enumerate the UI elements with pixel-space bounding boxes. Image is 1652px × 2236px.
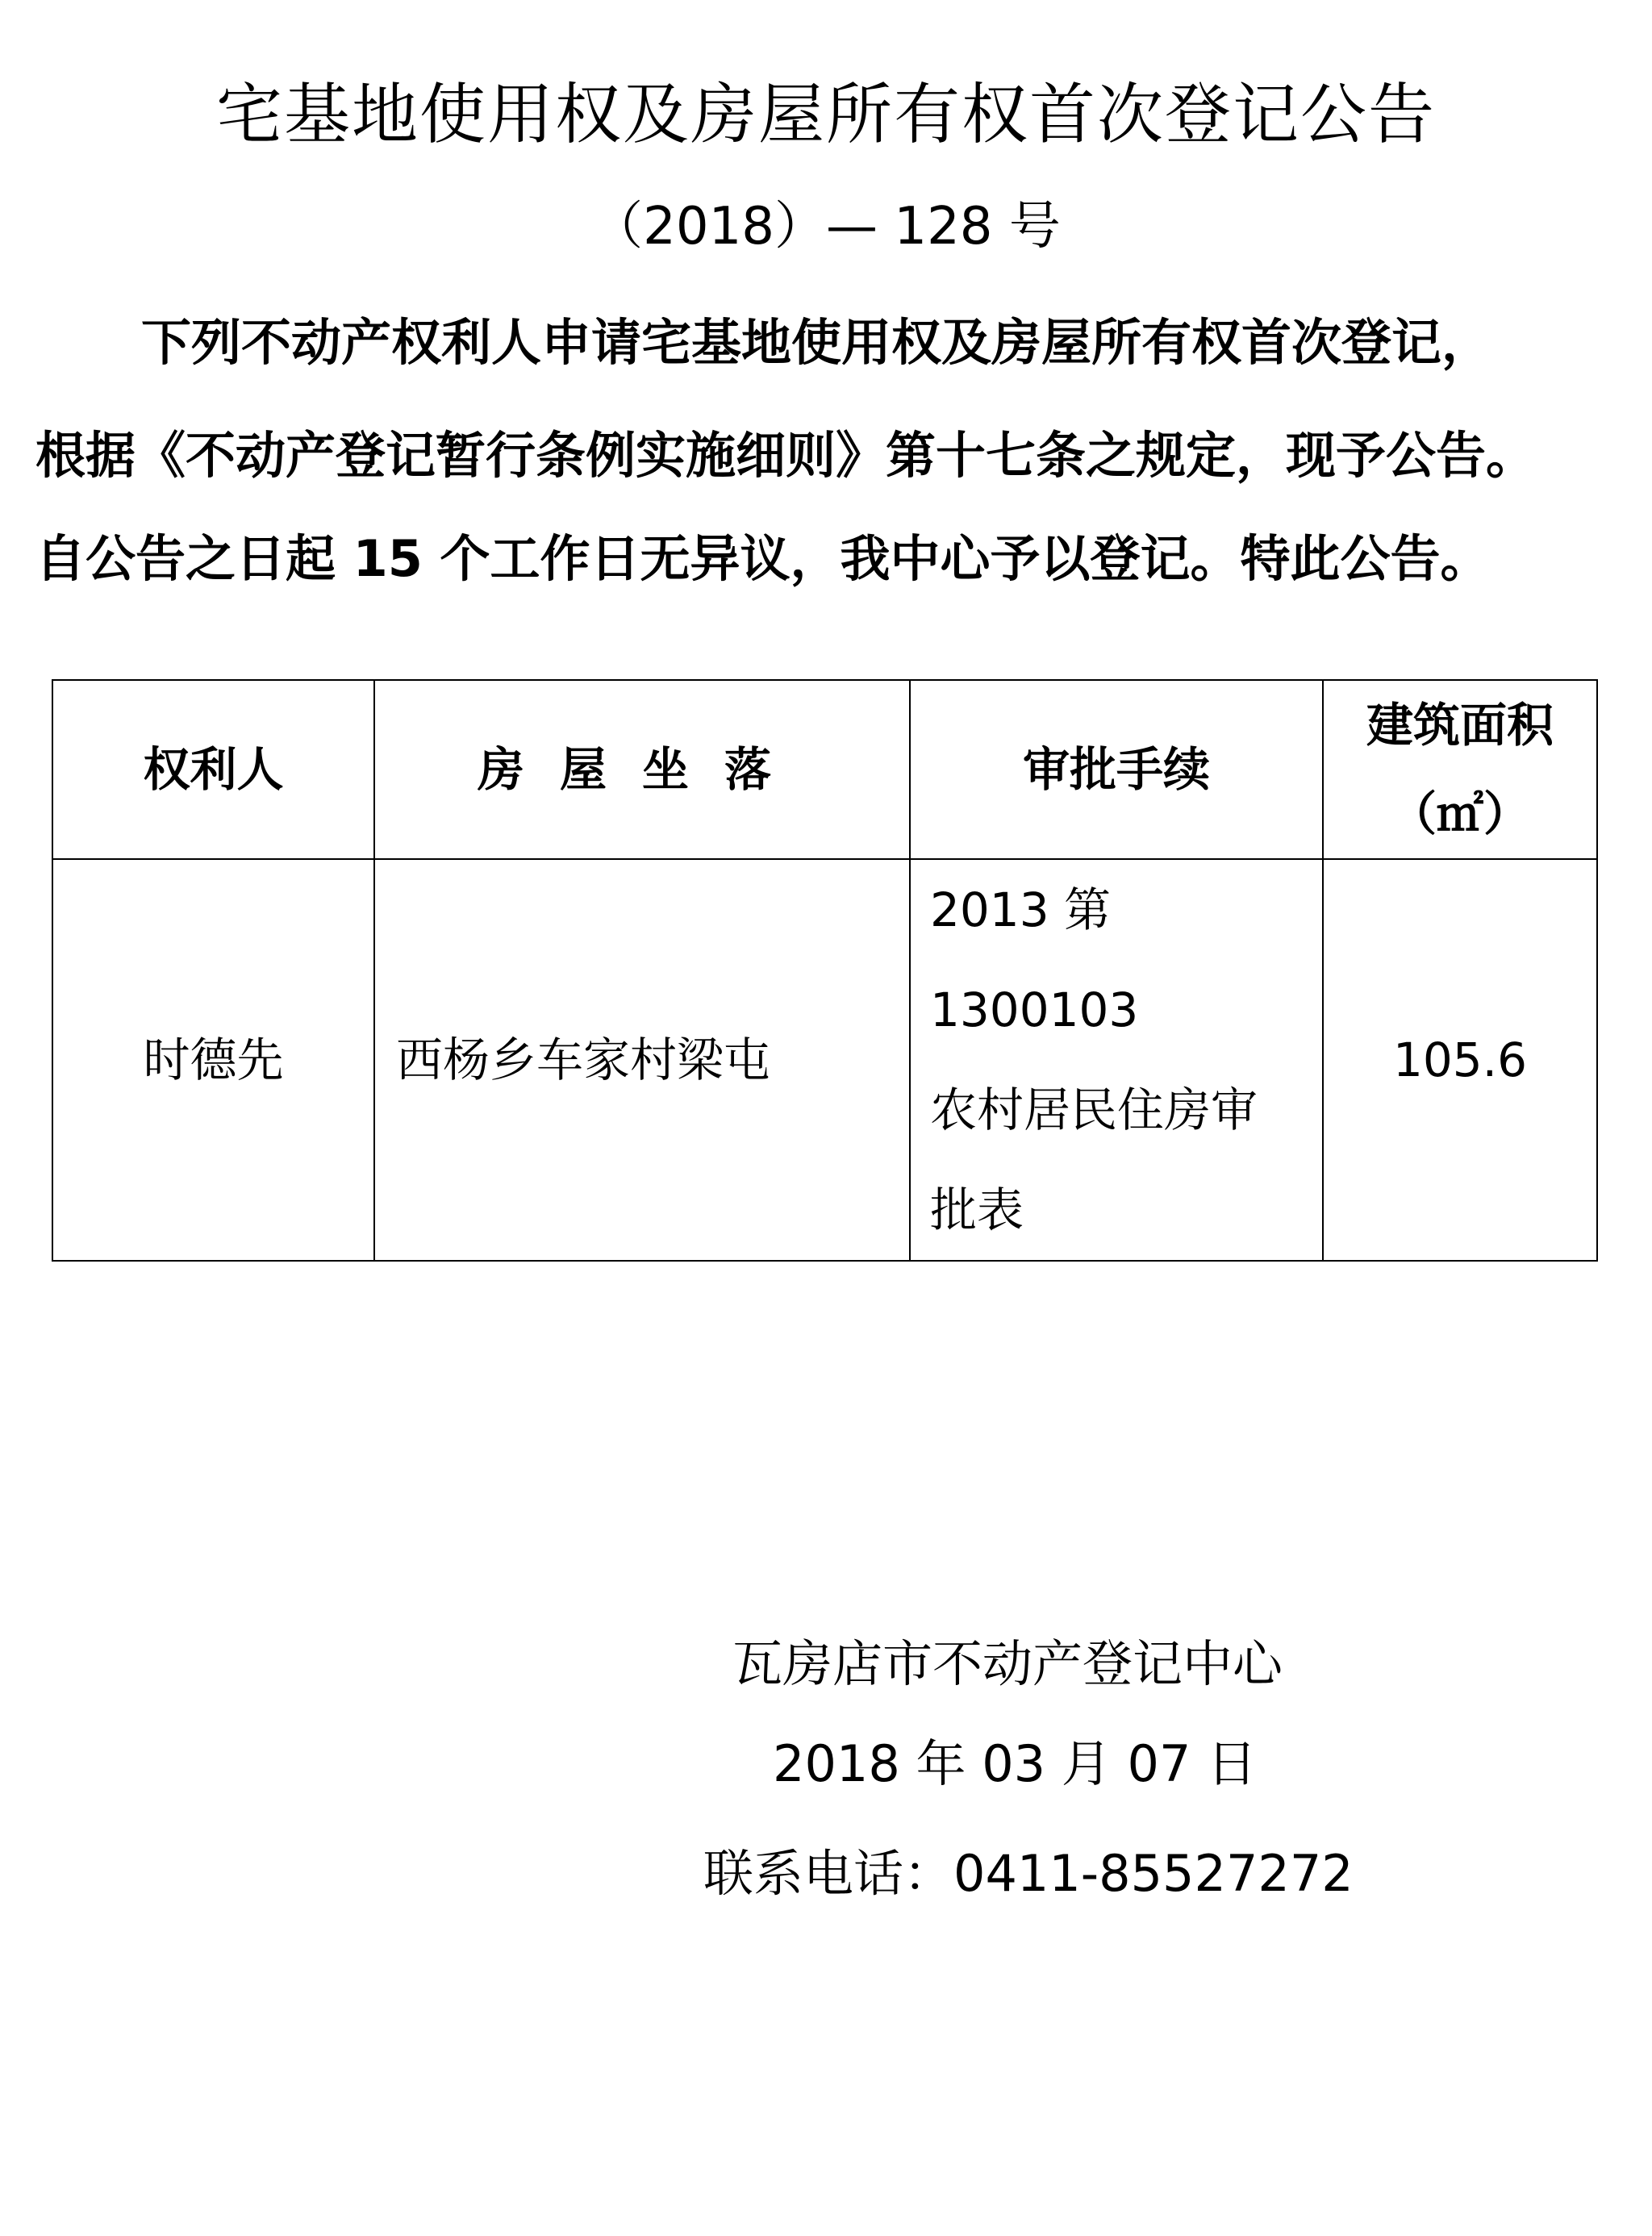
- table-header-row: [52, 680, 1597, 859]
- document-number: （2018）— 128 号: [591, 197, 1061, 257]
- body-line-1: 下列不动产权利人申请宅基地使用权及房屋所有权首次登记，: [141, 313, 1492, 372]
- header-location: 房屋坐落: [374, 680, 910, 859]
- approval-line-1: 2013 第 1300103: [930, 882, 1139, 1037]
- cell-area: 105.6: [1323, 859, 1597, 1261]
- header-area-unit: （㎡）: [1389, 786, 1530, 841]
- registration-table: [52, 679, 1598, 1262]
- issuing-organization: 瓦房店市不动产登记中心: [732, 1634, 1283, 1693]
- approval-line-3: 批表: [930, 1183, 1024, 1237]
- cell-owner: 时德先: [52, 859, 374, 1261]
- body-line-2: 根据《不动产登记暂行条例实施细则》第十七条之规定，现予公告。: [35, 426, 1537, 485]
- cell-approval: [910, 859, 1323, 1261]
- header-approval: 审批手续: [910, 680, 1323, 859]
- approval-line-2: 农村居民住房审: [930, 1083, 1258, 1137]
- cell-location: 西杨乡车家村梁屯: [374, 859, 910, 1261]
- header-area-label: 建筑面积: [1366, 698, 1554, 753]
- body-line-3: 自公告之日起 15 个工作日无异议，我中心予以登记。特此公告。: [35, 529, 1491, 588]
- header-owner: 权利人: [52, 680, 374, 859]
- document-title: 宅基地使用权及房屋所有权首次登记公告: [215, 77, 1436, 153]
- issue-date: 2018 年 03 月 07 日: [773, 1734, 1258, 1793]
- header-area: [1323, 680, 1597, 859]
- table-row: [52, 859, 1597, 1261]
- contact-phone: 联系电话：0411-85527272: [703, 1844, 1354, 1903]
